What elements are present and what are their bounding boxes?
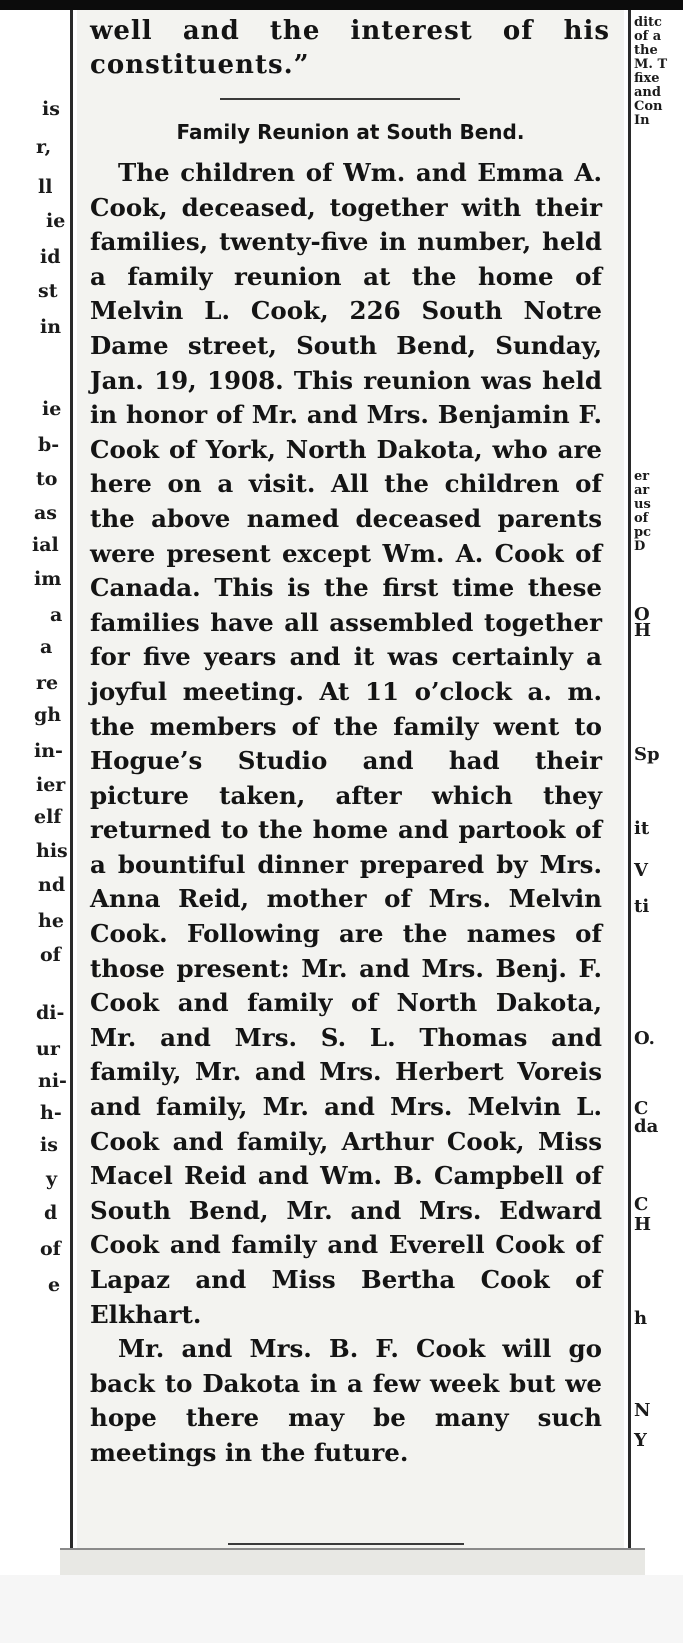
left-column-fragment: is xyxy=(42,98,60,120)
left-column-fragment: ni- xyxy=(38,1070,67,1092)
left-column-fragment: nd xyxy=(38,874,66,896)
right-column-fragment: Con xyxy=(634,99,663,114)
left-column-fragment: as xyxy=(34,502,58,524)
left-column-fragment: r, xyxy=(36,136,52,158)
left-column-fragment: ie xyxy=(46,210,66,232)
column-rule-left xyxy=(70,10,73,1570)
left-column-fragment: is xyxy=(40,1134,58,1156)
right-column-fragment: fixe xyxy=(634,71,660,86)
left-column-fragment: of xyxy=(40,944,61,966)
left-column-fragment: ial xyxy=(32,534,59,556)
right-column-fragment: Y xyxy=(634,1430,647,1451)
right-column-fragment: H xyxy=(634,1214,652,1235)
article-headline: Family Reunion at South Bend. xyxy=(176,120,525,144)
previous-article-ending: well and the interest of his constituents.” xyxy=(90,16,610,80)
article-body xyxy=(90,156,602,1471)
left-column-fragment: his xyxy=(36,840,68,862)
left-column-fragment: d xyxy=(44,1202,58,1224)
right-column-fragment: er xyxy=(634,469,650,484)
left-column-fragment: a xyxy=(40,636,53,658)
right-column-fragment: the xyxy=(634,43,658,58)
left-column-fragment: ie xyxy=(42,398,62,420)
left-column-fragment: a xyxy=(50,604,63,626)
left-column-fragment: im xyxy=(34,568,62,590)
right-column-fragment: h xyxy=(634,1308,648,1329)
left-column-fragment: of xyxy=(40,1238,61,1260)
left-column-fragment: st xyxy=(38,280,58,302)
left-column-fragment: h- xyxy=(40,1102,62,1124)
left-column-fragment: he xyxy=(38,910,64,932)
scan-background xyxy=(0,1575,683,1643)
right-column-fragment: O. xyxy=(634,1028,655,1049)
left-column-fragment: di- xyxy=(36,1002,65,1024)
column-rule-right xyxy=(628,10,631,1570)
right-column-fragment: O xyxy=(634,604,650,625)
left-column-fragment: in- xyxy=(34,740,63,762)
left-column-fragment: elf xyxy=(34,806,62,828)
left-column-fragment: re xyxy=(36,672,59,694)
left-column-fragment: ll xyxy=(38,176,53,198)
right-column-fragment: C xyxy=(634,1194,649,1215)
left-column-fragment: ur xyxy=(36,1038,60,1060)
left-column-fragment: y xyxy=(46,1168,58,1190)
left-column-fragment: in xyxy=(40,316,62,338)
right-column-fragment: V xyxy=(634,860,648,881)
left-column-fragment: gh xyxy=(34,704,62,726)
article-separator-bottom xyxy=(228,1543,464,1545)
right-column-fragment: of xyxy=(634,511,649,526)
scan-top-border xyxy=(0,0,683,10)
right-column-fragment: it xyxy=(634,818,650,839)
article-separator-top xyxy=(220,98,460,100)
right-column-fragment: ar xyxy=(634,483,650,498)
right-column-fragment: of a xyxy=(634,29,662,44)
right-column-fragment: In xyxy=(634,113,650,128)
right-column-fragment: ditc xyxy=(634,15,662,30)
article-paragraph-2: Mr. and Mrs. B. F. Cook will go back to Dakota in a few week but we hope there may be many such meetings in the future. xyxy=(90,1334,602,1467)
right-column-fragment: pc xyxy=(634,525,652,540)
right-column-fragment: M. T xyxy=(634,57,668,72)
article-paragraph-1: The children of Wm. and Emma A. Cook, deceased, together with their families, twenty-five in number, held a family reunion at the home of Melvin L. Cook, 226 South Notre Dame street, South Bend, Sunday, Jan. 19, 1908. This reunion was held in honor of Mr. and Mrs. Benjamin F. Cook of York, North Dakota, who are here on a visit. All the children of the above named deceased parents were present except Wm. A. Cook of Canada. This is the first time these families have all assembled together for five years and it was certainly a joyful meeting. At 11 o’clock a. m. the members of the family went to Hogue’s Studio and had their picture taken, after which they returned to the home and partook of a bountiful dinner prepared by Mrs. Anna Reid, mother of Mrs. Melvin Cook. Following are the names of those present: Mr. and Mrs. Benj. F. Cook and family of North Dakota, Mr. and Mrs. S. L. Thomas and family, Mr. and Mrs. Herbert Voreis and family, Mr. and Mrs. Melvin L. Cook and family, Arthur Cook, Miss Macel Reid and Wm. B. Campbell of South Bend, Mr. and Mrs. Edward Cook and family and Everell Cook of Lapaz and Miss Bertha Cook of Elkhart. xyxy=(90,158,602,1329)
right-column-fragment: and xyxy=(634,85,661,100)
right-column-fragment: C xyxy=(634,1098,649,1119)
right-column-fragment: ti xyxy=(634,896,650,917)
left-column-fragment: e xyxy=(48,1274,61,1296)
left-column-fragment: b- xyxy=(38,434,60,456)
right-column-fragment: N xyxy=(634,1400,651,1421)
right-column-fragment: da xyxy=(634,1116,659,1137)
left-column-fragment: to xyxy=(36,468,58,490)
left-column-fragment: ier xyxy=(36,774,66,796)
right-column-fragment: D xyxy=(634,539,646,554)
right-column-fragment: Sp xyxy=(634,744,660,765)
left-column-fragment: id xyxy=(40,246,61,268)
right-column-fragment: H xyxy=(634,620,652,641)
right-column-fragment: us xyxy=(634,497,651,512)
